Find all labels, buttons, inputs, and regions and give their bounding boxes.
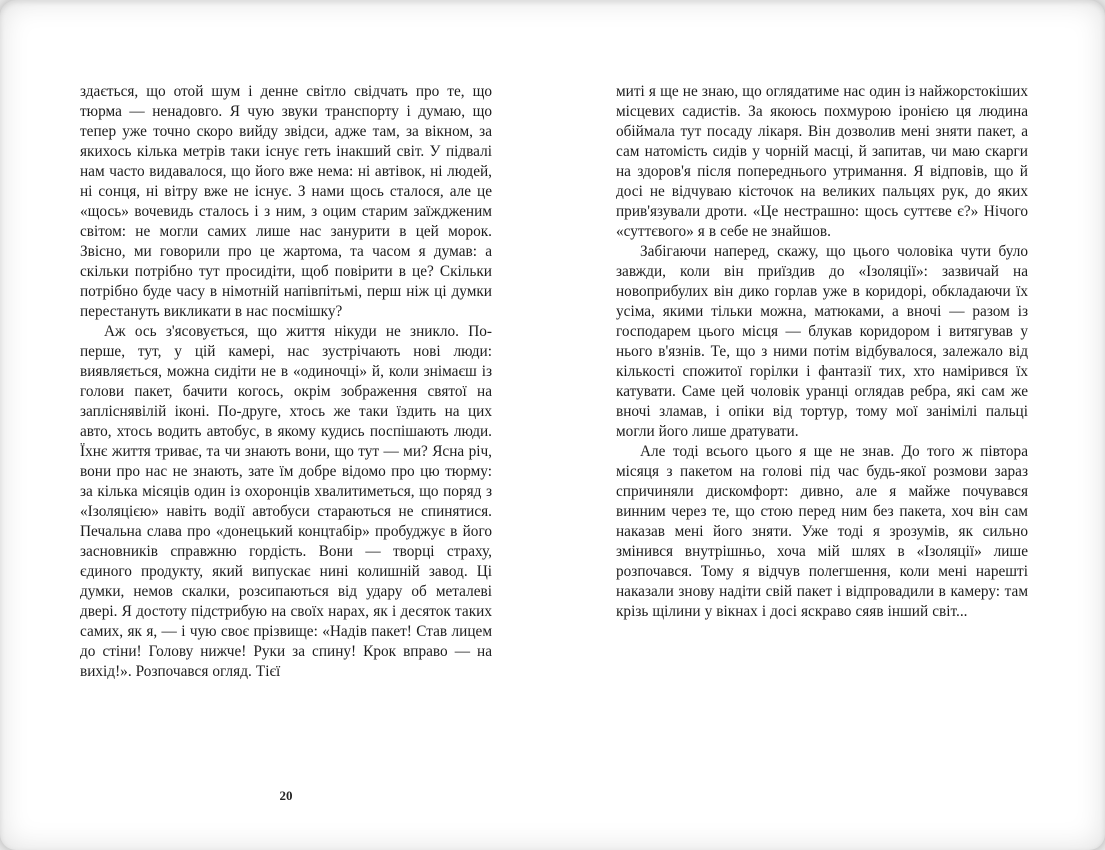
- paragraph: Забігаючи наперед, скажу, що цього чоловіка чути було завжди, коли він приїздив до «Ізоляції»: зазвичай на новоприбулих він дико горлав уже в коридорі, обкладаючи їх усіма, якими тільки можна, матюками, а вночі — разом із господарем цього місця — блукав коридором і витягував у нього в'язнів. Те, що з ними потім відбувалося, залежало від кількості спожитої горілки і фантазії тих, хто намірився їх катувати. Саме цей чоловік уранці оглядав ребра, які сам же вночі зламав, і опіки від тортур, тому мої занімілі пальці могли його лише дратувати.: [616, 243, 1028, 440]
- paragraph: Але тоді всього цього я ще не знав. До того ж півтора місяця з пакетом на голові під час будь-якої розмови зараз спричиняли дискомфорт: дивно, але я майже почувався винним через те, що стою перед ним без пакета, хоч він сам наказав мені його зняти. Уже тоді я зрозумів, як сильно змінився внутрішньо, хоча мій шлях в «Ізоляції» лише розпочався. Тому я відчув полегшення, коли мені нарешті наказали знову надіти свій пакет і відпровадили в камеру: там крізь щілини у вікнах і досі яскраво сяяв інший світ...: [616, 443, 1028, 620]
- paragraph: Аж ось з'ясовується, що життя нікуди не зникло. По-перше, тут, у цій камері, нас зустрічають нові люди: виявляється, можна сидіти не в «одиночці» й, коли знімаєш із голови пакет, бачити когось, окрім зображення святої на запліснявілій іконі. По-друге, хтось же таки їздить на цих авто, хтось водить автобус, в якому кудись поспішають люди. Їхнє життя триває, та чи знають вони, що тут — ми? Ясна річ, вони про нас не знають, зате їм добре відомо про цю тюрму: за кілька місяців один із охоронців хвалитиметься, що поряд з «Ізоляцією» навіть водії автобуси стараються не спинятися. Печальна слава про «донецький концтабір» пробуджує в його засновників справжню гордість. Вони — творці страху, єдиного продукту, який випускає нині колишній завод. Ці думки, немов скалки, розсипаються від удару об металеві двері. Я достоту підстрибую на своїх нарах, як і десяток таких самих, як я, — і чую своє прізвище: «Надів пакет! Став лицем до стіни! Голову нижче! Руки за спину! Крок вправо — на вихід!». Розпочався огляд. Тієї: [80, 323, 492, 680]
- paragraph: миті я ще не знаю, що оглядатиме нас один із найжорстокіших місцевих садистів. За якоюсь похмурою іронією ця людина обіймала тут посаду лікаря. Він дозволив мені зняти пакет, а сам натомість сидів у чорній масці, й запитав, чи маю скарги на здоров'я після попереднього утримання. Я відповів, що й досі не відчуваю кісточок на великих пальцях рук, до яких прив'язували дроти. «Це нестрашно: щось суттєве є?» Нічого «суттєвого» я в себе не знайшов.: [616, 83, 1028, 240]
- page-number: 20: [279, 788, 293, 803]
- paragraph: здається, що отой шум і денне світло свідчать про те, що тюрма — ненадовго. Я чую звуки транспорту і думаю, що тепер уже точно скоро вийду звідси, адже там, за вікном, за якихось кілька метрів таки існує геть інакший світ. У підвалі нам часто видавалося, що його вже нема: ні автівок, ні людей, ні сонця, ні вітру вже не існує. З нами щось сталося, але це «щось» вочевидь сталось і з ним, з оцим старим заїждженим світом: не могли самих лише нас занурити в цей морок. Звісно, ми говорили про це жартома, та часом я думав: а скільки потрібно тут просидіти, щоб повірити в це? Скільки потрібно буде часу в німотній напівпітьмі, перш ніж ці думки перестануть викликати в нас посмішку?: [80, 83, 492, 320]
- left-page: [80, 82, 492, 682]
- right-page: [616, 82, 1028, 622]
